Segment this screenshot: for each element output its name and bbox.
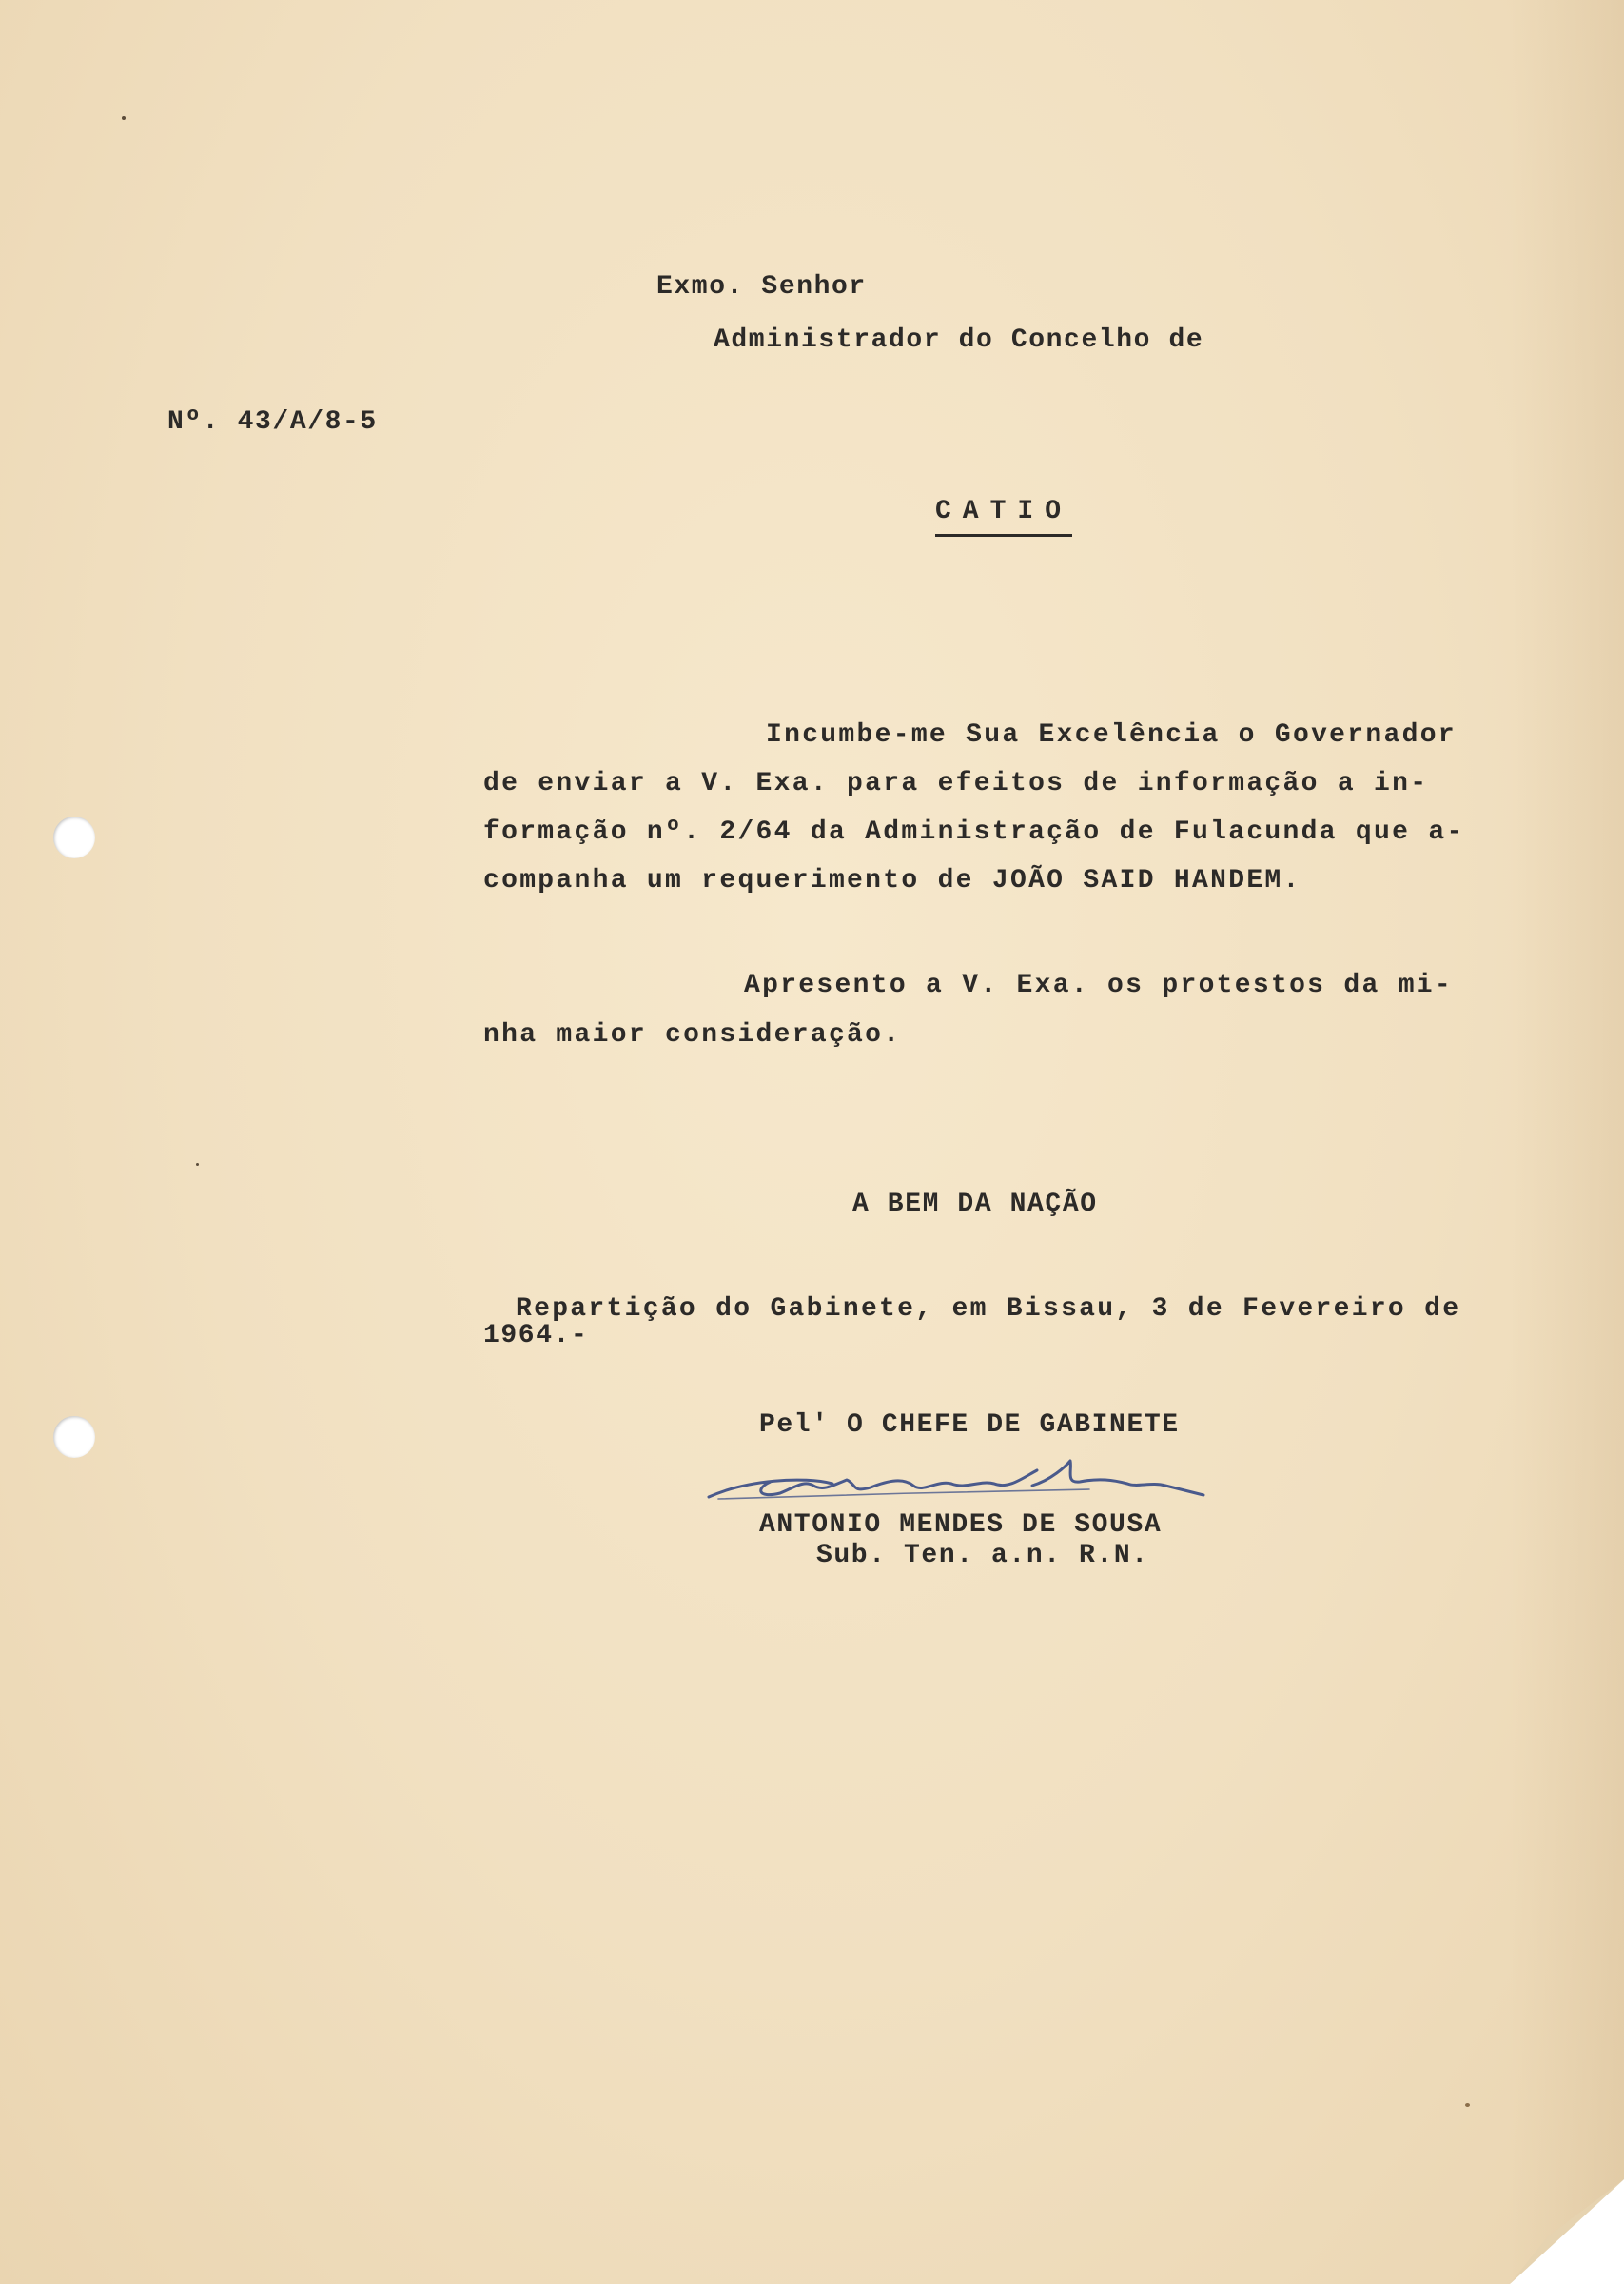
body-paragraph-1-line-4: companha um requerimento de JOÃO SAID HANDEM. [483,866,1301,896]
reference-number: Nº. 43/A/8-5 [167,407,378,437]
signatory-name: ANTONIO MENDES DE SOUSA [759,1510,1163,1540]
paper-speck [1465,2103,1470,2107]
recipient-title: Administrador do Concelho de [714,325,1204,355]
punch-hole-lower [53,1416,95,1458]
paper-speck [196,1163,199,1166]
body-paragraph-2-line-1: Apresento a V. Exa. os protestos da mi- [744,971,1454,1000]
dateline-line-1: Repartição do Gabinete, em Bissau, 3 de Fevereiro de [516,1294,1461,1324]
salutation: Exmo. Senhor [656,272,867,302]
body-paragraph-1-line-3: formação nº. 2/64 da Administração de Fulacunda que a- [483,817,1465,847]
handwritten-signature [690,1442,1223,1518]
signature-for-line: Pel' O CHEFE DE GABINETE [759,1410,1180,1440]
closing-motto: A BEM DA NAÇÃO [852,1190,1098,1219]
body-paragraph-1-line-2: de enviar a V. Exa. para efeitos de informação a in- [483,769,1429,798]
body-paragraph-2-line-2: nha maior consideração. [483,1020,902,1050]
punch-hole-upper [53,817,95,858]
signatory-rank: Sub. Ten. a.n. R.N. [816,1541,1149,1570]
paper-speck [122,116,126,120]
paper-edge-shading [1510,0,1624,2284]
recipient-location: CATIO [935,497,1072,537]
body-paragraph-1-line-1: Incumbe-me Sua Excelência o Governador [766,720,1457,750]
folded-corner [1510,2179,1624,2284]
dateline-line-2: 1964.- [483,1321,589,1350]
